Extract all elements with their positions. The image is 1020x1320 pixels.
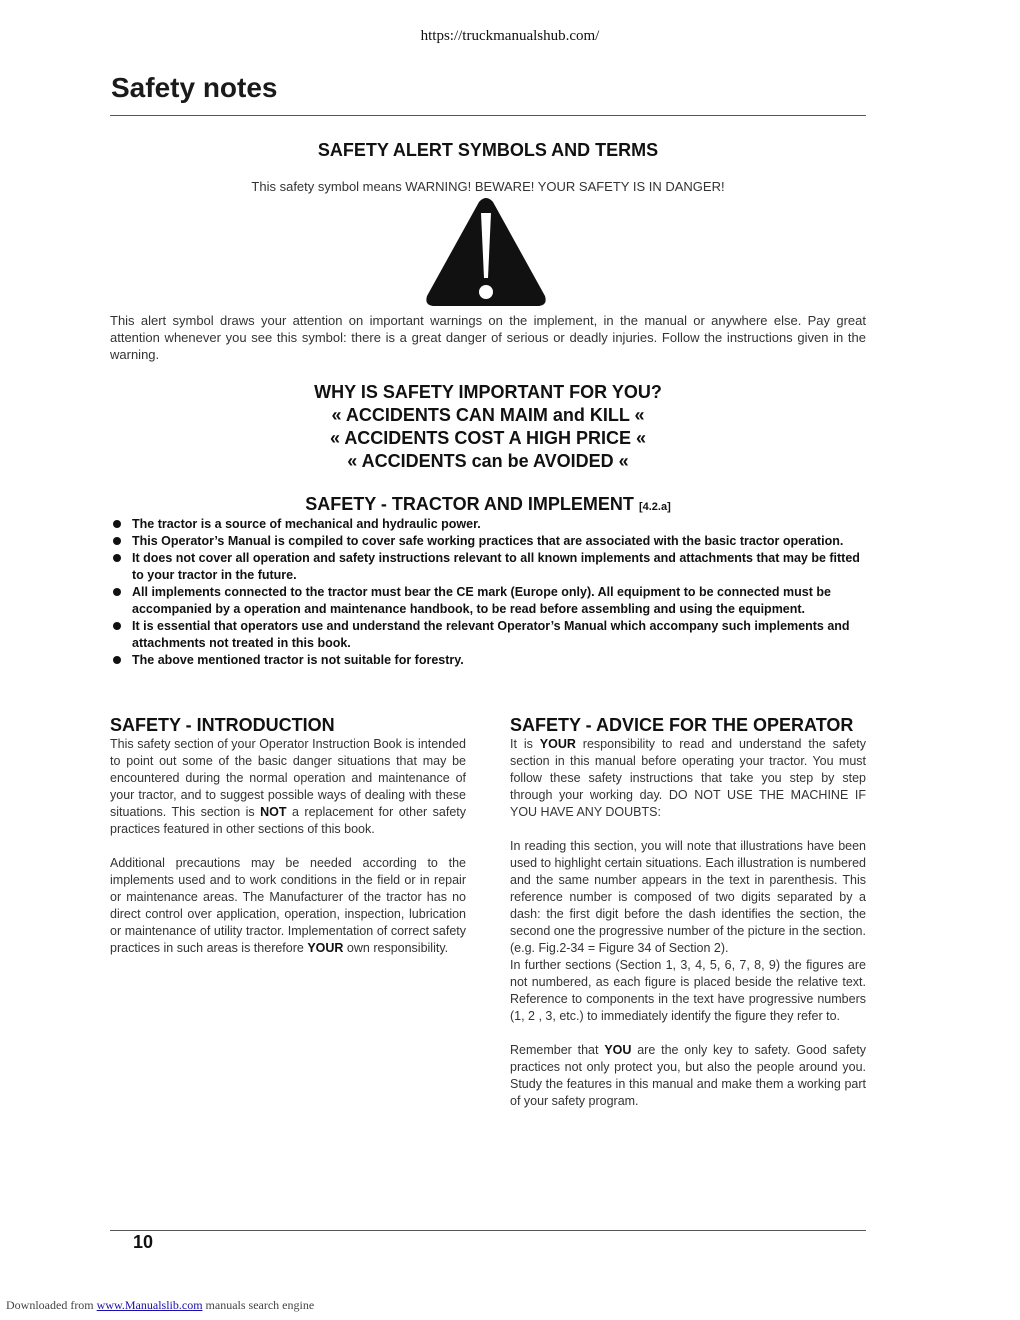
download-footer: Downloaded from www.Manualslib.com manuals search engine [6,1298,315,1312]
list-item: It is essential that operators use and understand the relevant Operator’s Manual which accompany such implements and attachments not treated in this book. [110,618,866,652]
tractor-bullet-list [110,516,866,669]
bullet-icon [113,520,121,528]
advice-paragraph-1: It is YOUR responsibility to read and understand the safety section in this manual before operating your tractor. You must follow these safety instructions that take you step by step through your working day. DO NOT USE THE MACHINE IF YOU HAVE ANY DOUBTS: [510,737,867,819]
manualslib-link[interactable]: www.Manualslib.com [96,1298,203,1312]
footer-rule [110,1230,866,1231]
advice-section [510,714,866,1110]
list-item: All implements connected to the tractor must bear the CE mark (Europe only). All equipment to be connected must be accompanied by a operation and maintenance handbook, to be read before assembling and using the equipment. [110,584,866,618]
alert-heading: SAFETY ALERT SYMBOLS AND TERMS [317,140,659,160]
section-reference: [4.2.a] [638,501,671,513]
list-item: The tractor is a source of mechanical and hydraulic power. [110,516,866,533]
warning-triangle-icon [424,196,548,310]
why-line-4: « ACCIDENTS can be AVOIDED « [347,451,629,471]
list-item: This Operator’s Manual is compiled to cover safe working practices that are associated with the basic tractor operation. [110,533,866,550]
alert-description: This alert symbol draws your attention on important warnings on the implement, in the manual or anywhere else. Pay great attention whenever you see this symbol: there is a great danger of serious or deadly injuries. Follow the instructions given in the warning. [110,313,866,362]
tractor-heading [110,494,866,515]
list-item: The above mentioned tractor is not suitable for forestry. [110,652,866,669]
tractor-heading-text: SAFETY - TRACTOR AND IMPLEMENT [305,494,634,514]
advice-paragraph-3: In further sections (Section 1, 3, 4, 5, 6, 7, 8, 9) the figures are not numbered, as each figure is placed beside the relative text. Reference to components in the text have progressive numbers (1, 2 , 3, etc.) to immediately identify the figure they refer to. [510,958,866,1023]
title-rule [110,115,866,116]
intro-paragraph-1: This safety section of your Operator Instruction Book is intended to point out some of the basic danger situations that may be encountered during the normal operation and maintenance of your tractor, and to suggest possible ways of dealing with these situations. This section is NOT a replacement for other safety practices featured in other sections of this book. [110,737,466,836]
bullet-icon [113,537,121,545]
bullet-icon [113,656,121,664]
page-title: Safety notes [111,72,278,103]
advice-paragraph-2: In reading this section, you will note that illustrations have been used to highlight certain situations. Each illustration is numbered and the same number appears in the text in parenthesis. This reference number is composed of two digits separated by a dash: the first digit before the dash identifies the section, the second one the progressive number of the picture in the section. (e.g. Fig.2-34 = Figure 34 of Section 2). [510,839,866,955]
bullet-icon [113,622,121,630]
intro-paragraph-2: Additional precautions may be needed according to the implements used and to work conditions in the field or in repair or maintenance areas. The Manufacturer of the tractor has no direct control over application, operation, inspection, lubrication or maintenance of utility tractor. Implementation of correct safety practices in such areas is therefore YOUR own responsibility. [110,856,466,955]
advice-heading: SAFETY - ADVICE FOR THE OPERATOR [510,715,854,735]
why-line-2: « ACCIDENTS CAN MAIM and KILL « [331,405,645,425]
bullet-icon [113,554,121,562]
bullet-icon [113,588,121,596]
why-line-3: « ACCIDENTS COST A HIGH PRICE « [329,428,647,448]
why-line-1: WHY IS SAFETY IMPORTANT FOR YOU? [314,382,662,402]
source-url: https://truckmanualshub.com/ [420,28,600,44]
list-item: It does not cover all operation and safety instructions relevant to all known implements and attachments that may be fitted to your tractor in the future. [110,550,866,584]
symbol-caption: This safety symbol means WARNING! BEWARE! YOUR SAFETY IS IN DANGER! [251,179,725,194]
advice-paragraph-4: Remember that YOU are the only key to safety. Good safety practices not only protect you, but also the people around you. Study the features in this manual and make them a working part of your safety program. [510,1043,867,1108]
intro-section [110,714,466,957]
intro-heading: SAFETY - INTRODUCTION [110,715,335,735]
page-number: 10 [133,1232,154,1252]
